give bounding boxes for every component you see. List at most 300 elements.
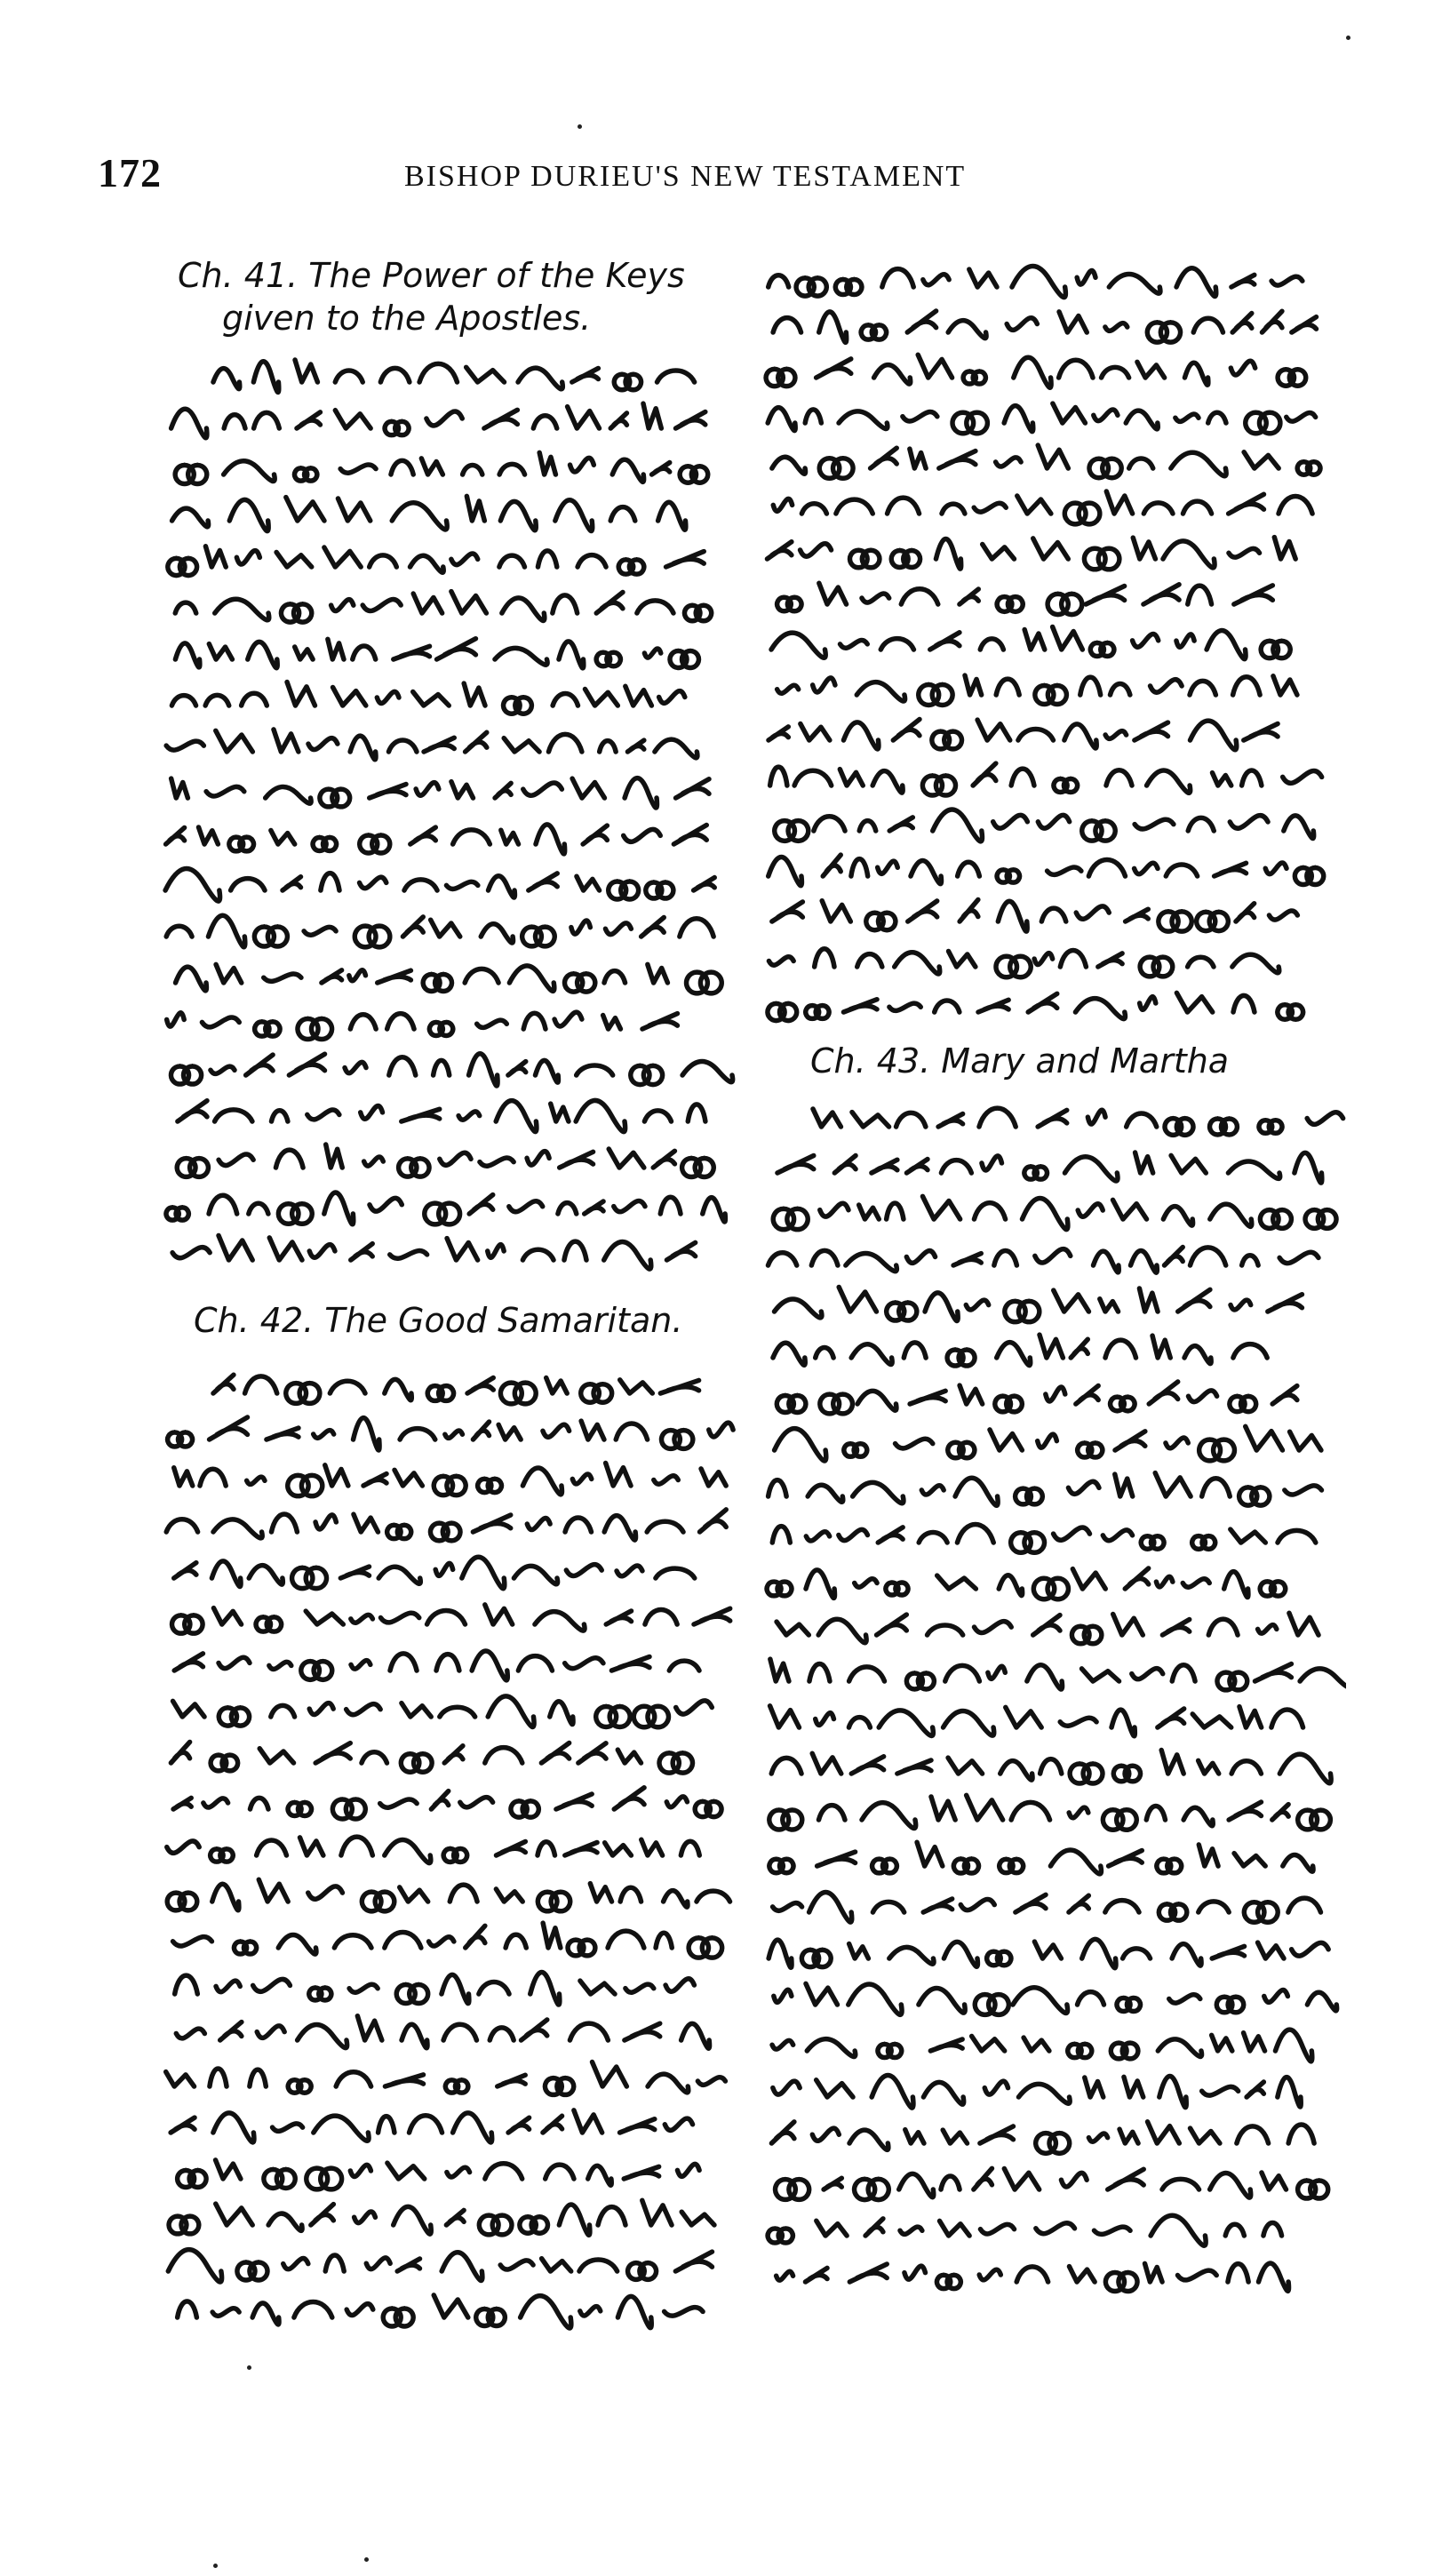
shorthand-glyph bbox=[292, 1567, 327, 1588]
shorthand-glyph bbox=[1054, 1527, 1090, 1540]
shorthand-glyph bbox=[1230, 816, 1268, 829]
shorthand-glyph bbox=[1135, 722, 1168, 740]
shorthand-glyph bbox=[216, 1981, 240, 1991]
shorthand-glyph bbox=[530, 1973, 560, 2006]
shorthand-glyph bbox=[801, 1950, 831, 1966]
shorthand-glyph bbox=[176, 2029, 204, 2038]
shorthand-glyph bbox=[646, 882, 673, 898]
shorthand-glyph bbox=[527, 1152, 549, 1165]
shorthand-glyph bbox=[543, 1923, 561, 1948]
shorthand-glyph bbox=[652, 463, 670, 475]
shorthand-glyph bbox=[357, 2016, 381, 2040]
shorthand-glyph bbox=[906, 1251, 935, 1264]
shorthand-glyph bbox=[1064, 724, 1096, 748]
shorthand-glyph bbox=[1106, 770, 1132, 786]
shorthand-glyph bbox=[1192, 1536, 1215, 1550]
shorthand-glyph bbox=[897, 1760, 931, 1774]
shorthand-glyph bbox=[298, 2024, 347, 2047]
shorthand-glyph bbox=[942, 504, 965, 514]
shorthand-glyph bbox=[345, 1062, 366, 1073]
shorthand-glyph bbox=[256, 1617, 281, 1631]
shorthand-glyph bbox=[904, 1343, 926, 1358]
shorthand-glyph bbox=[294, 2302, 332, 2317]
shorthand-glyph bbox=[809, 1664, 830, 1681]
shorthand-glyph bbox=[775, 1299, 822, 1318]
shorthand-glyph bbox=[249, 1566, 283, 1584]
right-column-shorthand-block-1 bbox=[760, 253, 1346, 1031]
shorthand-glyph bbox=[458, 1112, 480, 1120]
shorthand-glyph bbox=[177, 1159, 208, 1177]
shorthand-glyph bbox=[662, 1431, 693, 1449]
shorthand-glyph bbox=[1061, 2173, 1087, 2187]
shorthand-glyph bbox=[774, 1990, 792, 2002]
shorthand-glyph bbox=[906, 1160, 927, 1173]
shorthand-glyph bbox=[1103, 1530, 1132, 1541]
shorthand-glyph bbox=[770, 767, 787, 786]
shorthand-glyph bbox=[855, 1579, 877, 1587]
shorthand-glyph bbox=[332, 1799, 365, 1819]
shorthand-glyph bbox=[309, 1703, 333, 1715]
shorthand-glyph bbox=[948, 1442, 975, 1457]
shorthand-glyph bbox=[806, 1570, 834, 1599]
shorthand-glyph bbox=[617, 2296, 651, 2327]
shorthand-glyph bbox=[1152, 1336, 1170, 1358]
shorthand-glyph bbox=[866, 913, 896, 929]
shorthand-glyph bbox=[1115, 1432, 1145, 1450]
shorthand-glyph bbox=[387, 2163, 425, 2179]
shorthand-glyph bbox=[216, 730, 253, 752]
shorthand-glyph bbox=[521, 2296, 571, 2328]
shorthand-glyph bbox=[529, 873, 557, 890]
shorthand-glyph bbox=[997, 870, 1019, 882]
shorthand-glyph bbox=[396, 1985, 427, 2004]
shorthand-glyph bbox=[1005, 1301, 1040, 1321]
shorthand-glyph bbox=[212, 1884, 239, 1910]
shorthand-glyph bbox=[974, 503, 1006, 512]
shorthand-glyph bbox=[654, 1476, 678, 1484]
shorthand-glyph bbox=[1171, 452, 1226, 475]
shorthand-glyph bbox=[1262, 311, 1281, 332]
shorthand-glyph bbox=[670, 651, 698, 668]
shorthand-glyph bbox=[453, 2113, 492, 2142]
shorthand-glyph bbox=[1000, 1761, 1032, 1781]
shorthand-glyph bbox=[1297, 462, 1320, 475]
shorthand-glyph bbox=[237, 2262, 267, 2280]
shorthand-glyph bbox=[983, 545, 1015, 559]
shorthand-glyph bbox=[213, 369, 240, 389]
shorthand-glyph bbox=[349, 1984, 378, 1992]
shorthand-glyph bbox=[1295, 1152, 1322, 1183]
shorthand-glyph bbox=[472, 1651, 507, 1680]
shorthand-glyph bbox=[937, 1575, 976, 1589]
shorthand-glyph bbox=[988, 1666, 1005, 1679]
shorthand-glyph bbox=[1258, 1625, 1277, 1634]
shorthand-glyph bbox=[1124, 2077, 1143, 2097]
shorthand-glyph bbox=[596, 652, 620, 666]
shorthand-glyph bbox=[1041, 908, 1065, 921]
shorthand-glyph bbox=[609, 1149, 644, 1168]
shorthand-glyph bbox=[426, 411, 462, 426]
shorthand-glyph bbox=[625, 778, 657, 808]
shorthand-glyph bbox=[1287, 413, 1316, 422]
shorthand-glyph bbox=[620, 2119, 655, 2133]
shorthand-glyph bbox=[773, 498, 792, 511]
shorthand-glyph bbox=[1033, 538, 1069, 559]
shorthand-glyph bbox=[378, 2117, 394, 2133]
shorthand-glyph bbox=[399, 1159, 429, 1176]
shorthand-glyph bbox=[219, 1154, 253, 1166]
shorthand-glyph bbox=[850, 550, 880, 568]
shorthand-glyph bbox=[571, 921, 590, 934]
shorthand-glyph bbox=[287, 682, 315, 706]
shorthand-glyph bbox=[385, 1379, 411, 1400]
shorthand-glyph bbox=[656, 1568, 695, 1578]
shorthand-glyph bbox=[1086, 586, 1124, 604]
shorthand-glyph bbox=[546, 1378, 567, 1393]
shorthand-glyph bbox=[768, 408, 795, 431]
shorthand-glyph bbox=[669, 1661, 699, 1671]
shorthand-glyph bbox=[1189, 1391, 1217, 1402]
shorthand-glyph bbox=[1176, 268, 1216, 297]
shorthand-glyph bbox=[341, 1837, 372, 1855]
shorthand-glyph bbox=[1111, 2043, 1138, 2059]
shorthand-glyph bbox=[1018, 2084, 1070, 2103]
shorthand-glyph bbox=[1145, 2263, 1163, 2282]
shorthand-glyph bbox=[424, 738, 454, 752]
shorthand-glyph bbox=[637, 601, 673, 613]
shorthand-glyph bbox=[1247, 2082, 1263, 2097]
shorthand-glyph bbox=[176, 967, 207, 991]
shorthand-glyph bbox=[466, 732, 487, 752]
shorthand-glyph bbox=[527, 1519, 550, 1530]
shorthand-glyph bbox=[397, 2259, 419, 2271]
shorthand-glyph bbox=[974, 2168, 992, 2189]
shorthand-glyph bbox=[236, 551, 259, 564]
shorthand-glyph bbox=[611, 1656, 649, 1671]
shorthand-glyph bbox=[843, 1000, 877, 1012]
shorthand-glyph bbox=[899, 2173, 934, 2197]
shorthand-glyph bbox=[1105, 731, 1126, 739]
shorthand-glyph bbox=[1260, 1210, 1291, 1229]
shorthand-glyph bbox=[166, 1208, 188, 1220]
shorthand-glyph bbox=[385, 1840, 431, 1863]
shorthand-glyph bbox=[856, 682, 904, 701]
shorthand-glyph bbox=[1038, 1434, 1057, 1448]
shorthand-glyph bbox=[1113, 1766, 1140, 1781]
shorthand-glyph bbox=[958, 862, 980, 876]
shorthand-glyph bbox=[536, 1060, 559, 1082]
shorthand-glyph bbox=[642, 2200, 672, 2225]
shorthand-glyph bbox=[851, 1757, 883, 1774]
shorthand-glyph bbox=[481, 924, 513, 943]
shorthand-glyph bbox=[1210, 1119, 1238, 1135]
shorthand-glyph bbox=[1100, 1299, 1119, 1312]
shorthand-glyph bbox=[862, 1803, 916, 1829]
shorthand-glyph bbox=[820, 1394, 853, 1414]
shorthand-glyph bbox=[402, 917, 423, 937]
shorthand-glyph bbox=[944, 1942, 977, 1966]
shorthand-glyph bbox=[887, 1203, 904, 1219]
shorthand-glyph bbox=[1027, 1665, 1063, 1689]
shorthand-glyph bbox=[877, 1615, 907, 1635]
shorthand-glyph bbox=[354, 1418, 380, 1450]
shorthand-glyph bbox=[1059, 312, 1087, 332]
shorthand-glyph bbox=[901, 589, 937, 604]
shorthand-glyph bbox=[1129, 459, 1153, 468]
shorthand-glyph bbox=[701, 1469, 726, 1486]
shorthand-glyph bbox=[479, 2215, 512, 2235]
shorthand-glyph bbox=[1135, 1152, 1153, 1173]
shorthand-glyph bbox=[1148, 2122, 1180, 2143]
shorthand-glyph bbox=[174, 1654, 203, 1671]
shorthand-glyph bbox=[580, 1981, 615, 1994]
shorthand-glyph bbox=[1064, 1157, 1118, 1181]
shorthand-glyph bbox=[590, 1884, 611, 1902]
running-title: BISHOP DURIEU'S NEW TESTAMENT bbox=[404, 160, 967, 193]
shorthand-glyph bbox=[1159, 2076, 1186, 2107]
shorthand-glyph bbox=[1269, 911, 1297, 920]
shorthand-glyph bbox=[960, 589, 978, 604]
shorthand-glyph bbox=[211, 1561, 241, 1587]
shorthand-glyph bbox=[533, 416, 556, 428]
shorthand-glyph bbox=[993, 815, 1028, 828]
shorthand-glyph bbox=[551, 1104, 569, 1121]
shorthand-glyph bbox=[1111, 1397, 1135, 1411]
shorthand-glyph bbox=[572, 368, 599, 382]
shorthand-glyph bbox=[168, 1432, 193, 1447]
shorthand-glyph bbox=[351, 1615, 373, 1623]
shorthand-glyph bbox=[579, 2260, 617, 2271]
shorthand-glyph bbox=[872, 2076, 913, 2109]
shorthand-glyph bbox=[680, 467, 708, 483]
shorthand-glyph bbox=[771, 1758, 801, 1774]
shorthand-glyph bbox=[610, 413, 626, 428]
shorthand-glyph bbox=[254, 927, 287, 946]
shorthand-glyph bbox=[889, 1003, 920, 1010]
shorthand-glyph bbox=[518, 1656, 552, 1671]
shorthand-glyph bbox=[308, 1886, 343, 1899]
shorthand-glyph bbox=[578, 555, 606, 567]
shorthand-glyph bbox=[604, 1516, 635, 1540]
shorthand-glyph bbox=[886, 1583, 908, 1595]
shorthand-glyph bbox=[1163, 541, 1215, 568]
shorthand-glyph bbox=[923, 1899, 952, 1912]
shorthand-glyph bbox=[681, 2212, 714, 2225]
shorthand-glyph bbox=[325, 2255, 344, 2271]
shorthand-glyph bbox=[1082, 1669, 1119, 1681]
shorthand-glyph bbox=[1237, 2126, 1269, 2143]
shorthand-glyph bbox=[768, 2229, 793, 2243]
shorthand-glyph bbox=[410, 555, 444, 572]
shorthand-glyph bbox=[1040, 1759, 1062, 1774]
shorthand-glyph bbox=[1040, 1335, 1063, 1358]
shorthand-glyph bbox=[585, 1201, 603, 1214]
shorthand-glyph bbox=[932, 731, 962, 749]
shorthand-glyph bbox=[1258, 2263, 1288, 2291]
shorthand-glyph bbox=[250, 2070, 266, 2086]
shorthand-glyph bbox=[570, 458, 594, 472]
shorthand-glyph bbox=[666, 552, 705, 567]
shorthand-glyph bbox=[511, 1801, 538, 1817]
shorthand-glyph bbox=[665, 2308, 703, 2317]
shorthand-glyph bbox=[485, 2164, 522, 2179]
shorthand-glyph bbox=[771, 633, 825, 658]
shorthand-glyph bbox=[429, 1023, 452, 1036]
shorthand-glyph bbox=[609, 881, 639, 899]
shorthand-glyph bbox=[553, 694, 578, 706]
shorthand-glyph bbox=[1064, 503, 1099, 524]
shorthand-glyph bbox=[1278, 1530, 1316, 1543]
shorthand-glyph bbox=[1199, 1845, 1218, 1866]
shorthand-glyph bbox=[566, 1565, 601, 1576]
shorthand-glyph bbox=[923, 2082, 963, 2104]
shorthand-glyph bbox=[1278, 1005, 1303, 1019]
shorthand-glyph bbox=[641, 1839, 663, 1855]
shorthand-glyph bbox=[816, 1347, 833, 1358]
shorthand-glyph bbox=[666, 1242, 695, 1260]
scan-speck bbox=[213, 2564, 218, 2568]
shorthand-glyph bbox=[255, 1022, 280, 1036]
shorthand-glyph bbox=[172, 1615, 203, 1633]
shorthand-glyph bbox=[208, 915, 244, 946]
shorthand-glyph bbox=[625, 2023, 660, 2040]
shorthand-glyph bbox=[467, 1378, 493, 1393]
shorthand-glyph bbox=[370, 555, 397, 567]
shorthand-glyph bbox=[945, 1665, 980, 1681]
shorthand-glyph bbox=[767, 1582, 792, 1596]
shorthand-glyph bbox=[1135, 863, 1158, 873]
shorthand-glyph bbox=[175, 643, 199, 667]
shorthand-glyph bbox=[1298, 1810, 1331, 1830]
shorthand-glyph bbox=[1098, 953, 1122, 967]
shorthand-glyph bbox=[1208, 1619, 1238, 1635]
shorthand-glyph bbox=[1108, 2169, 1143, 2189]
shorthand-glyph bbox=[488, 1245, 504, 1258]
shorthand-glyph bbox=[276, 553, 312, 567]
shorthand-glyph bbox=[769, 1859, 793, 1872]
shorthand-glyph bbox=[857, 954, 882, 967]
shorthand-glyph bbox=[385, 421, 409, 435]
shorthand-glyph bbox=[794, 770, 832, 786]
shorthand-glyph bbox=[518, 368, 562, 389]
shorthand-glyph bbox=[1273, 676, 1297, 695]
shorthand-glyph bbox=[811, 1250, 838, 1265]
shorthand-glyph bbox=[1048, 594, 1082, 614]
shorthand-glyph bbox=[1105, 2272, 1137, 2291]
shorthand-glyph bbox=[496, 1889, 522, 1902]
shorthand-glyph bbox=[390, 1654, 417, 1671]
shorthand-glyph bbox=[1072, 1569, 1105, 1589]
shorthand-glyph bbox=[200, 1469, 226, 1486]
shorthand-glyph bbox=[772, 902, 803, 921]
shorthand-glyph bbox=[819, 1806, 845, 1820]
shorthand-glyph bbox=[380, 368, 410, 382]
shorthand-glyph bbox=[1233, 677, 1260, 695]
shorthand-glyph bbox=[1004, 2169, 1039, 2189]
shorthand-glyph bbox=[596, 1707, 630, 1727]
shorthand-glyph bbox=[259, 1879, 288, 1902]
shorthand-glyph bbox=[666, 1797, 687, 1807]
shorthand-glyph bbox=[466, 496, 484, 521]
shorthand-glyph bbox=[1013, 1988, 1068, 2014]
shorthand-glyph bbox=[605, 923, 631, 935]
shorthand-glyph bbox=[410, 827, 435, 844]
shorthand-glyph bbox=[535, 1612, 585, 1631]
shorthand-glyph bbox=[697, 2078, 725, 2086]
shorthand-glyph bbox=[944, 1711, 994, 1735]
shorthand-glyph bbox=[1228, 2264, 1248, 2282]
shorthand-glyph bbox=[1075, 999, 1125, 1019]
shorthand-glyph bbox=[624, 2166, 658, 2179]
shorthand-glyph bbox=[538, 1892, 570, 1911]
shorthand-glyph bbox=[1143, 503, 1173, 514]
shorthand-glyph bbox=[839, 1529, 868, 1540]
shorthand-glyph bbox=[606, 1463, 631, 1486]
shorthand-glyph bbox=[572, 778, 604, 798]
shorthand-glyph bbox=[1212, 2035, 1232, 2051]
shorthand-glyph bbox=[911, 861, 942, 884]
shorthand-glyph bbox=[846, 1253, 897, 1271]
shorthand-glyph bbox=[1038, 1110, 1067, 1127]
shorthand-glyph bbox=[1165, 1119, 1193, 1136]
shorthand-glyph bbox=[1159, 1904, 1186, 1920]
shorthand-glyph bbox=[213, 1608, 241, 1624]
shorthand-glyph bbox=[1111, 683, 1130, 695]
shorthand-glyph bbox=[1279, 1754, 1331, 1783]
shorthand-glyph bbox=[466, 367, 505, 382]
shorthand-glyph bbox=[166, 2072, 195, 2086]
shorthand-glyph bbox=[321, 873, 339, 890]
chapter-42-title: Ch. 42. The Good Samaritan. bbox=[194, 1301, 683, 1340]
shorthand-glyph bbox=[447, 2167, 470, 2177]
shorthand-glyph bbox=[769, 857, 802, 886]
shorthand-glyph bbox=[211, 1066, 235, 1073]
shorthand-glyph bbox=[972, 2036, 1005, 2051]
shorthand-glyph bbox=[1089, 459, 1121, 477]
shorthand-glyph bbox=[633, 1706, 668, 1727]
shorthand-glyph bbox=[273, 2124, 303, 2131]
shorthand-glyph bbox=[977, 720, 1010, 740]
shorthand-glyph bbox=[288, 2080, 311, 2093]
shorthand-glyph bbox=[900, 2227, 922, 2234]
shorthand-glyph bbox=[659, 1753, 692, 1773]
shorthand-glyph bbox=[251, 1798, 268, 1809]
shorthand-glyph bbox=[1068, 1481, 1098, 1494]
shorthand-glyph bbox=[1279, 496, 1312, 514]
shorthand-glyph bbox=[941, 2176, 960, 2189]
shorthand-glyph bbox=[500, 2261, 533, 2269]
shorthand-glyph bbox=[362, 1752, 387, 1763]
shorthand-glyph bbox=[351, 1661, 370, 1670]
shorthand-glyph bbox=[460, 1798, 493, 1807]
shorthand-glyph bbox=[918, 355, 952, 378]
shorthand-glyph bbox=[1283, 1854, 1313, 1871]
shorthand-glyph bbox=[559, 642, 584, 668]
shorthand-glyph bbox=[880, 639, 913, 650]
shorthand-glyph bbox=[219, 1235, 252, 1260]
shorthand-glyph bbox=[288, 1475, 323, 1495]
shorthand-glyph bbox=[769, 1253, 797, 1265]
shorthand-glyph bbox=[823, 855, 841, 876]
shorthand-glyph bbox=[560, 1152, 594, 1168]
shorthand-glyph bbox=[330, 1381, 365, 1393]
shorthand-glyph bbox=[445, 2080, 467, 2093]
shorthand-glyph bbox=[1239, 1487, 1270, 1505]
shorthand-glyph bbox=[978, 1000, 1008, 1012]
shorthand-glyph bbox=[166, 741, 203, 750]
shorthand-glyph bbox=[295, 647, 313, 659]
shorthand-glyph bbox=[340, 1567, 369, 1578]
